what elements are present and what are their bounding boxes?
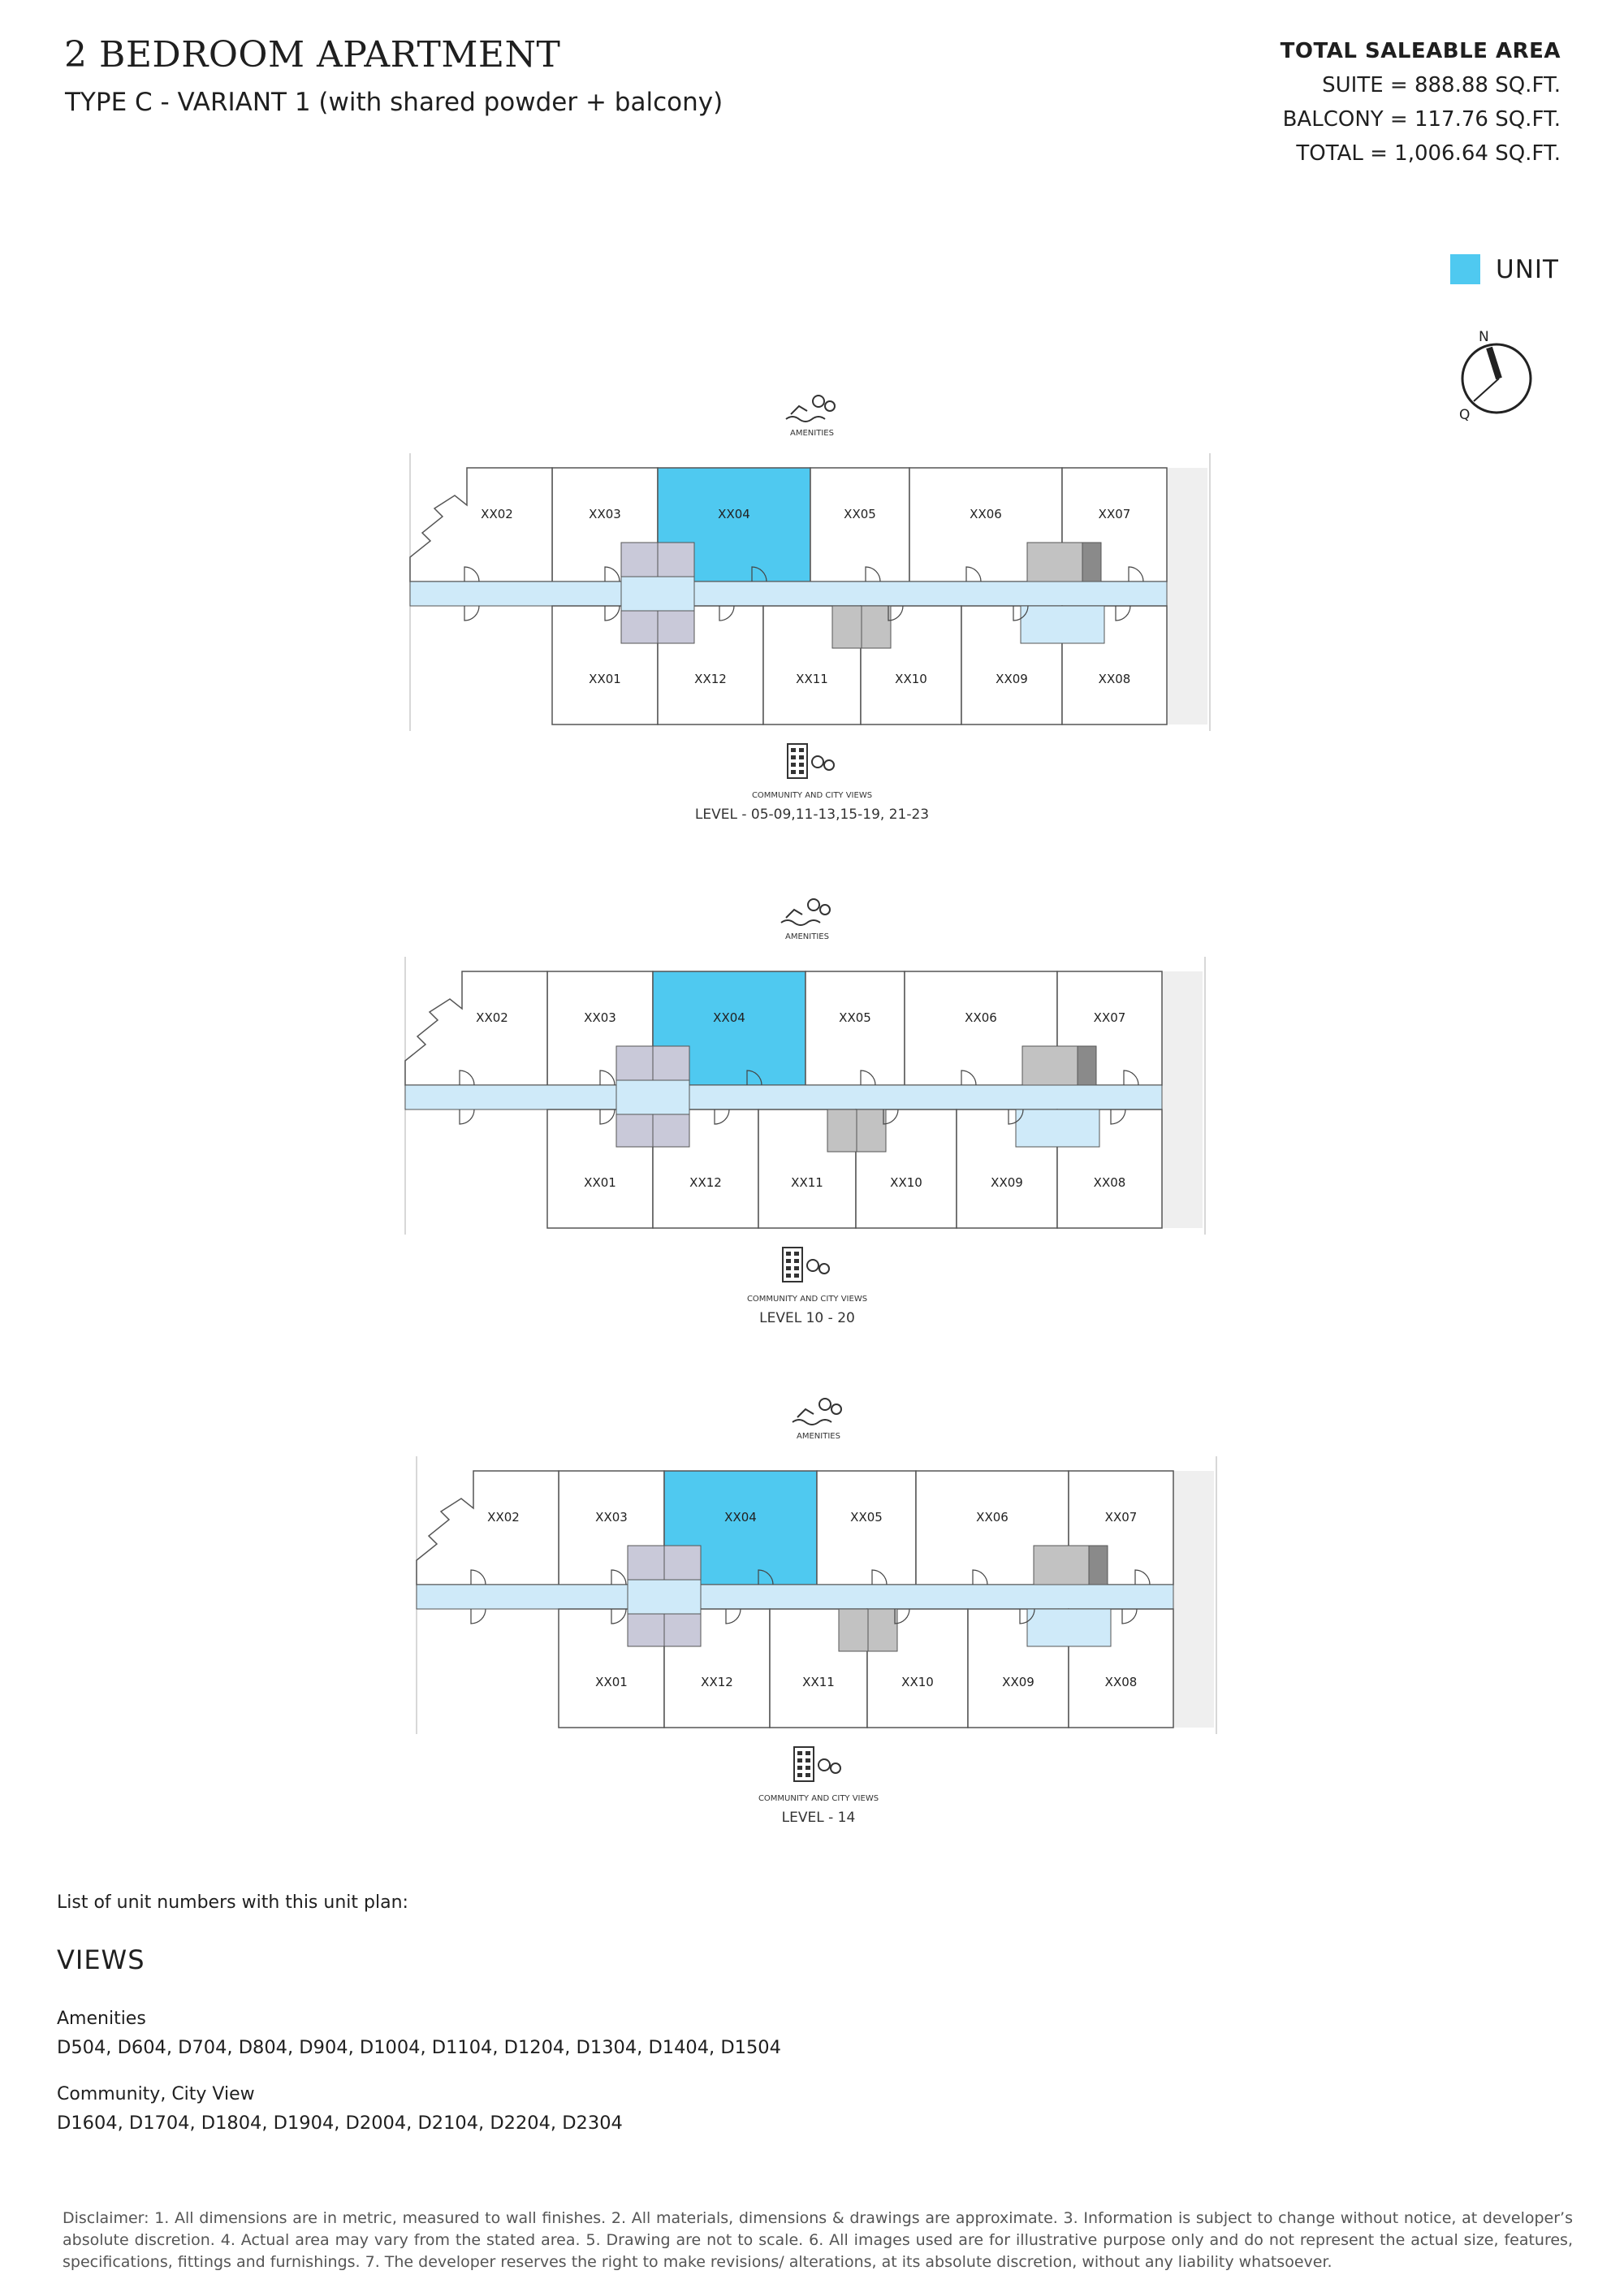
unit-label: XX07 [1098, 507, 1131, 521]
unit-label: XX09 [1002, 1675, 1034, 1689]
amenities-label: AMENITIES [785, 932, 829, 941]
unit-legend-label: UNIT [1496, 254, 1559, 284]
community-label: COMMUNITY AND CITY VIEWS [751, 791, 873, 800]
community-icon [794, 1747, 840, 1781]
unit-legend-swatch [1450, 254, 1480, 284]
unit-label: XX10 [901, 1675, 934, 1689]
amenities-icon [793, 1399, 841, 1425]
level-label: LEVEL - 05-09,11-13,15-19, 21-23 [694, 807, 930, 823]
unit-xx05 [817, 1471, 916, 1585]
unit-label: XX06 [976, 1510, 1009, 1525]
area-suite: SUITE = 888.88 SQ.FT. [1322, 73, 1561, 97]
floor-plan [0, 885, 1624, 1343]
group-community-units: D1604, D1704, D1804, D1904, D2004, D2104, D2204, D2304 [57, 2113, 623, 2134]
corridor [405, 1085, 1162, 1109]
area-heading: TOTAL SALEABLE AREA [1280, 39, 1561, 63]
unit-label: XX05 [844, 507, 876, 521]
unit-label: XX05 [839, 1010, 871, 1025]
unit-label: XX08 [1093, 1175, 1126, 1190]
floor-plan [0, 1385, 1624, 1843]
unit-label: XX02 [487, 1510, 520, 1525]
unit-label: XX02 [481, 507, 513, 521]
amenities-label: AMENITIES [797, 1432, 840, 1441]
unit-xx05 [806, 971, 905, 1085]
views-heading: VIEWS [57, 1944, 145, 1975]
unit-list-intro: List of unit numbers with this unit plan: [57, 1892, 408, 1913]
unit-label: XX01 [595, 1675, 628, 1689]
unit-label: XX09 [996, 672, 1028, 686]
unit-label: XX06 [970, 507, 1002, 521]
floor-plan-drawing [0, 382, 1624, 837]
unit-label: XX12 [701, 1675, 733, 1689]
unit-label: XX07 [1104, 1510, 1138, 1525]
corridor [410, 582, 1167, 606]
compass-needle [1489, 348, 1499, 378]
unit-label: XX06 [965, 1010, 997, 1025]
unit-label: XX08 [1104, 1675, 1138, 1689]
unit-label: XX03 [595, 1510, 628, 1525]
floor-plan-drawing [0, 885, 1624, 1340]
page-subtitle: TYPE C - VARIANT 1 (with shared powder + balcony) [65, 88, 723, 117]
unit-label: XX10 [890, 1175, 922, 1190]
unit-label: XX05 [850, 1510, 883, 1525]
corridor [417, 1585, 1173, 1609]
unit-label: XX12 [689, 1175, 722, 1190]
unit-label: XX03 [584, 1010, 616, 1025]
unit-label: XX12 [694, 672, 727, 686]
unit-label: XX01 [589, 672, 621, 686]
unit-label: XX01 [584, 1175, 616, 1190]
unit-label: XX08 [1098, 672, 1131, 686]
area-balcony: BALCONY = 117.76 SQ.FT. [1282, 107, 1561, 132]
group-amenities-heading: Amenities [57, 2009, 146, 2029]
community-label: COMMUNITY AND CITY VIEWS [758, 1794, 879, 1803]
unit-label: XX04 [724, 1510, 757, 1525]
unit-label: XX11 [796, 672, 828, 686]
disclaimer: Disclaimer: 1. All dimensions are in metric, measured to wall finishes. 2. All materials, dimensions & drawings are approximate. 3. Information is subject to change without notice, at developer’s absolute discretion. 4. Actual area may vary from the stated area. 5. Drawing are not to scale. 6. All images used are for illustrative purpose only and do not represent the actual size, features, specifications, fittings and furnishings. 7. The developer reserves the right to make revisions/ alterations, at its absolute discretion, without any liability whatsoever. [63, 2209, 1573, 2271]
unit-label: XX09 [991, 1175, 1023, 1190]
unit-label: XX04 [718, 507, 750, 521]
floor-plan [0, 382, 1624, 840]
group-amenities-units: D504, D604, D704, D804, D904, D1004, D1104, D1204, D1304, D1404, D1504 [57, 2037, 781, 2058]
unit-label: XX11 [791, 1175, 823, 1190]
unit-legend [1450, 254, 1559, 284]
unit-xx05 [810, 468, 909, 582]
amenities-icon [781, 899, 830, 925]
level-label: LEVEL - 14 [781, 1810, 856, 1826]
unit-label: XX03 [589, 507, 621, 521]
compass-north-label: N [1479, 329, 1489, 345]
page-title: 2 BEDROOM APARTMENT [64, 34, 561, 76]
group-community-heading: Community, City View [57, 2084, 255, 2104]
unit-label: XX07 [1093, 1010, 1126, 1025]
unit-label: XX10 [895, 672, 927, 686]
level-label: LEVEL 10 - 20 [759, 1310, 855, 1326]
unit-label: XX11 [802, 1675, 835, 1689]
community-icon [788, 744, 834, 778]
community-icon [783, 1248, 829, 1282]
community-label: COMMUNITY AND CITY VIEWS [746, 1295, 868, 1304]
compass-other-label: Q [1459, 407, 1471, 423]
unit-label: XX02 [476, 1010, 508, 1025]
floor-plan-drawing [0, 1385, 1624, 1840]
amenities-label: AMENITIES [790, 429, 834, 438]
area-total: TOTAL = 1,006.64 SQ.FT. [1296, 141, 1561, 166]
unit-label: XX04 [713, 1010, 745, 1025]
area-summary [1281, 39, 1561, 166]
amenities-icon [786, 396, 835, 422]
